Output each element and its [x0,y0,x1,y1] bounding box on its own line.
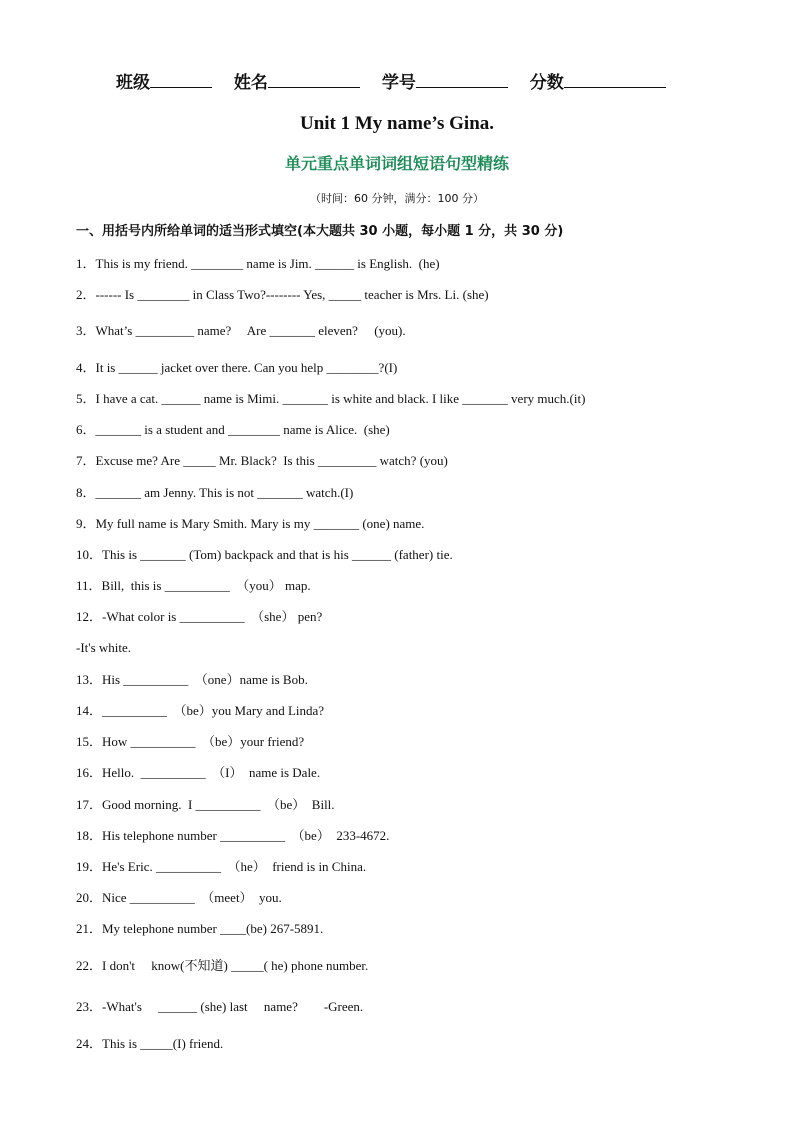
student-info-header [116,70,676,96]
question-10: 10．This is _______ (Tom) backpack and that is his ______ (father) tie. [76,547,453,562]
question-7: 7．Excuse me? Are _____ Mr. Black? Is this _________ watch? (you) [76,453,448,468]
name-label: 姓名 [233,73,268,93]
question-16: 16．Hello. __________ （I） name is Dale. [76,765,321,780]
student-no-blank[interactable] [416,70,508,88]
question-18: 18．His telephone number __________ （be） 233-4672. [76,828,390,843]
question-17: 17．Good morning. I __________ （be） Bill. [76,797,335,812]
student-no-label: 学号 [381,73,416,93]
question-14: 14．__________ （be）you Mary and Linda? [76,703,325,718]
time-and-score-note: （时间：60 分钟，满分：100 分） [310,192,484,205]
class-label: 班级 [116,73,150,93]
class-field [116,70,212,96]
question-2: 2．------ Is ________ in Class Two?-------- Yes, _____ teacher is Mrs. Li. (she) [76,287,489,302]
name-blank[interactable] [268,70,360,88]
question-6: 6．_______ is a student and ________ name is Alice. (she) [76,422,390,437]
question-19: 19．He's Eric. __________ （he） friend is in China. [76,859,367,874]
page-subtitle: 单元重点单词词组短语句型精练 [284,154,509,173]
question-20: 20．Nice __________ （meet） you. [76,890,282,905]
question-24: 24．This is _____(I) friend. [76,1036,224,1051]
question-23: 23．-What's ______ (she) last name? -Green. [76,999,364,1014]
question-4: 4．It is ______ jacket over there. Can you help ________?(I) [76,360,398,375]
question-5: 5．I have a cat. ______ name is Mimi. _______ is white and black. I like _______ very much.(it) [76,391,586,406]
score-label: 分数 [529,73,564,93]
page-title: Unit 1 My name’s Gina. [299,113,495,134]
score-field [530,70,666,96]
question-8: 8．_______ am Jenny. This is not _______ watch.(I) [76,485,354,500]
question-12: 12．-What color is __________ （she） pen? [76,609,323,624]
score-blank[interactable] [564,70,666,88]
question-21: 21．My telephone number ____(be) 267-5891. [76,921,324,936]
name-field [234,70,360,96]
student-no-field [382,70,508,96]
question-11: 11．Bill, this is __________ （you） map. [76,578,311,593]
class-blank[interactable] [150,70,212,88]
question-12-answer: -It's white. [76,640,132,655]
question-22: 22．I don't know(不知道) _____( he) phone number. [76,958,369,973]
question-1: 1．This is my friend. ________ name is Jim. ______ is English. (he) [76,256,440,271]
question-13: 13．His __________ （one）name is Bob. [76,672,308,687]
question-15: 15．How __________ （be）your friend? [76,734,305,749]
section-heading: 一、用括号内所给单词的适当形式填空(本大题共 30 小题，每小题 1 分，共 30 分) [76,224,564,239]
question-3: 3．What’s _________ name? Are _______ eleven? (you). [76,323,406,338]
question-9: 9．My full name is Mary Smith. Mary is my _______ (one) name. [76,516,425,531]
